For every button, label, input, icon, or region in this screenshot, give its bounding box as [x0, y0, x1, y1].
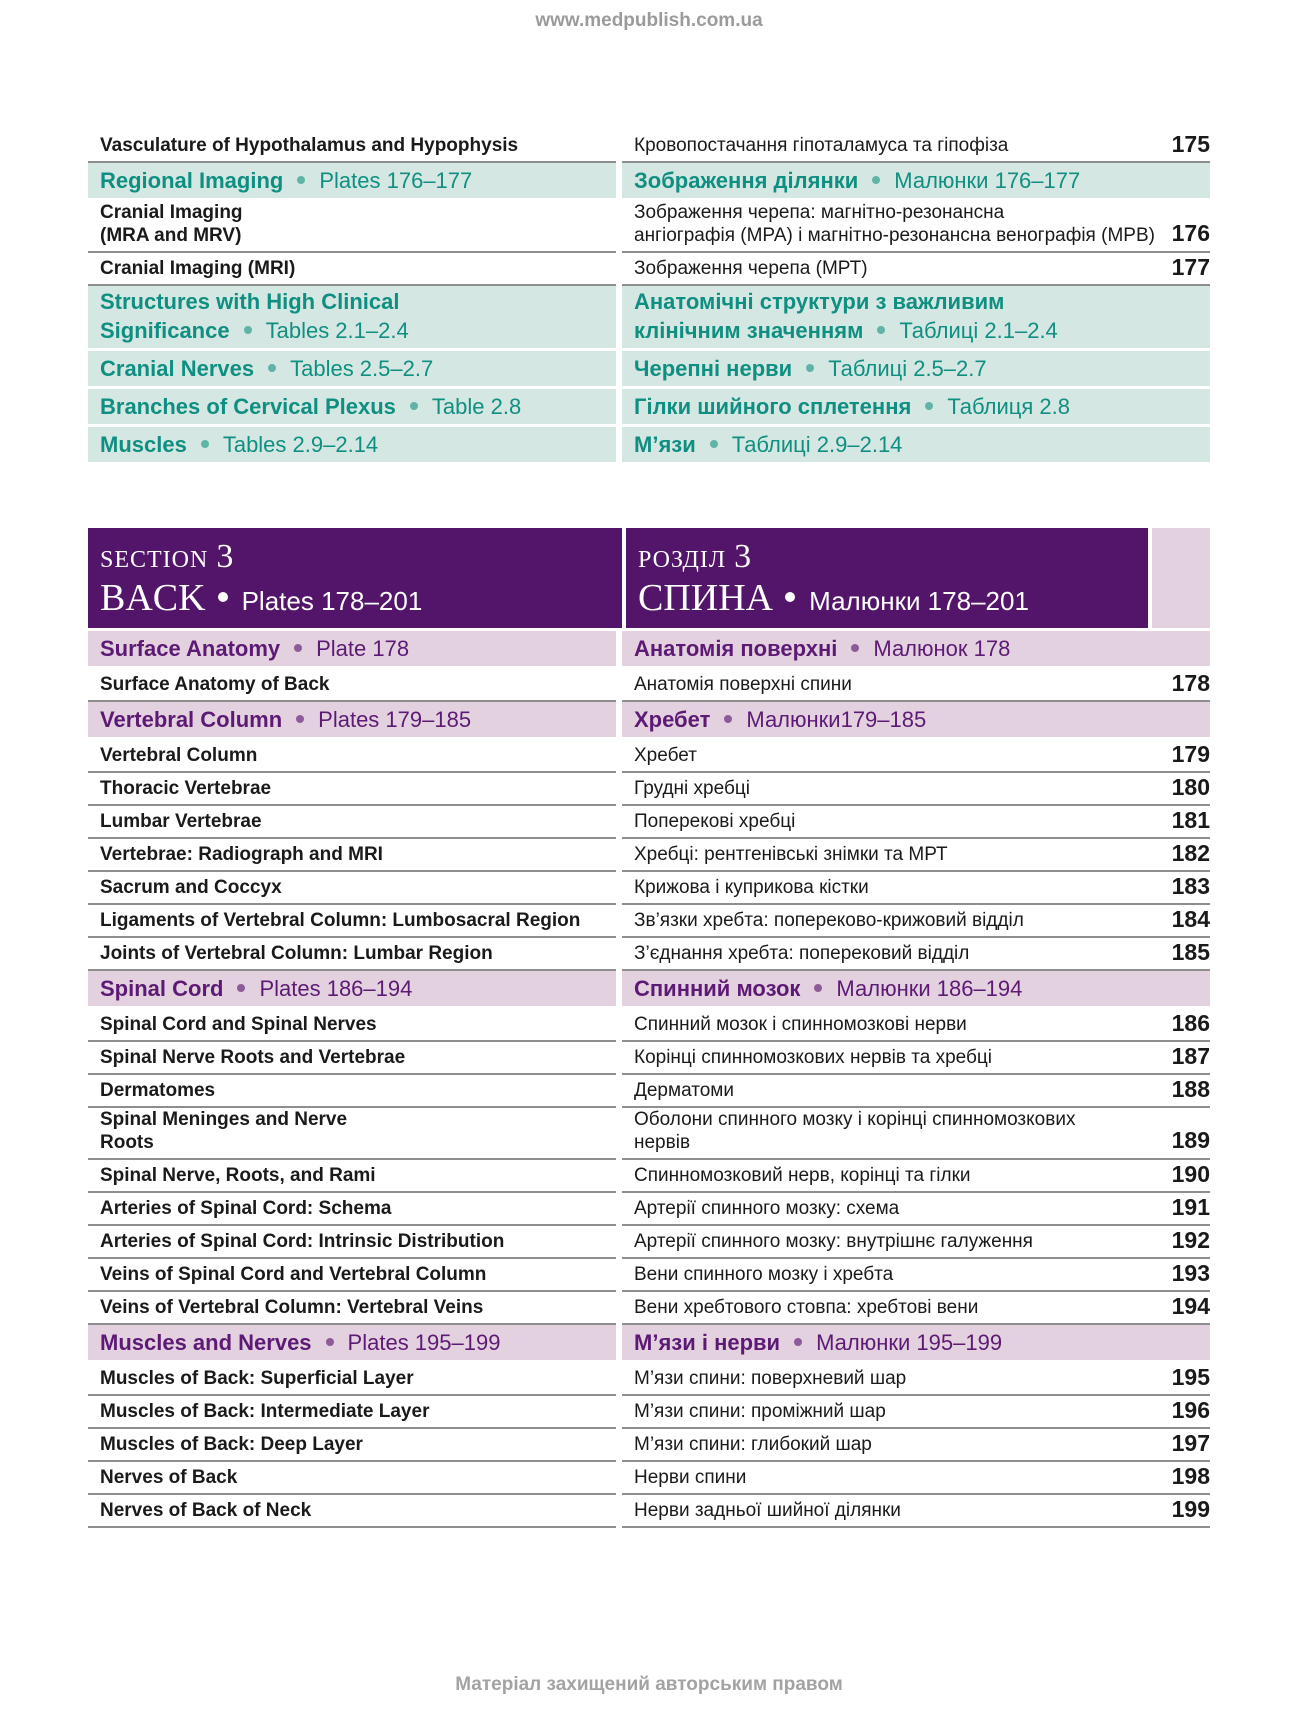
section-banner-ua — [626, 528, 1148, 628]
heading-title: Хребет — [634, 707, 711, 732]
entry-line-2: ангіографія (МРА) і магнітно-резонансна венографія (МРВ) — [634, 225, 1155, 246]
heading-page-spacer — [1156, 427, 1210, 462]
page-number-text: 187 — [1171, 1043, 1210, 1069]
heading-reference: Tables 2.5–2.7 — [290, 356, 434, 381]
heading-reference: Таблиці 2.5–2.7 — [828, 356, 987, 381]
page-number — [1156, 1193, 1210, 1226]
entry-text-ua: Грудні хребці — [634, 777, 750, 799]
entry-text-en: Dermatomes — [100, 1079, 216, 1101]
page-number-text: 181 — [1171, 807, 1210, 833]
section-banner-page-column — [1152, 528, 1210, 628]
toc-entry-en — [88, 1292, 616, 1325]
heading-page-spacer — [1156, 286, 1210, 348]
heading-en — [88, 351, 616, 386]
entry-text-en: Ligaments of Vertebral Column: Lumbosacral Region — [100, 909, 581, 931]
heading-text — [634, 287, 1058, 345]
bullet-dot-icon — [877, 326, 885, 334]
toc-entry-ua — [622, 773, 1156, 806]
heading-ua — [622, 163, 1156, 198]
entry-text-en: Spinal Nerve Roots and Vertebrae — [100, 1046, 406, 1068]
section-banner-en — [88, 528, 622, 628]
heading-title: Vertebral Column — [100, 707, 283, 732]
toc-entry-en — [88, 1160, 616, 1193]
heading-reference: Table 2.8 — [431, 394, 522, 419]
section-banner — [88, 528, 1210, 628]
toc-entry-ua — [622, 806, 1156, 839]
heading-text — [100, 634, 409, 663]
heading-reference: Plate 178 — [316, 636, 410, 661]
heading-text — [100, 705, 471, 734]
entry-text-en: Surface Anatomy of Back — [100, 673, 330, 695]
page-number-text: 190 — [1171, 1161, 1210, 1187]
heading-title: Structures with High Clinical — [100, 289, 400, 314]
heading-text — [634, 166, 1080, 195]
entry-text-en: Lumbar Vertebrae — [100, 810, 262, 832]
entry-text-en: Vertebral Column — [100, 744, 258, 766]
page-number-text: 186 — [1171, 1010, 1210, 1036]
heading-text — [100, 354, 433, 383]
heading-en — [88, 427, 616, 462]
bullet-dot-icon — [710, 440, 718, 448]
bullet-dot-icon — [851, 644, 859, 652]
entry-text-ua: М’язи спини: глибокий шар — [634, 1433, 872, 1455]
entry-text-en: Thoracic Vertebrae — [100, 777, 272, 799]
entry-text-ua — [634, 201, 1155, 247]
page-number-text: 176 — [1171, 220, 1210, 246]
heading-en — [88, 286, 616, 348]
toc-entry-ua — [622, 1075, 1156, 1108]
entry-text-ua: Крижова і куприкова кістки — [634, 876, 869, 898]
heading-page-spacer — [1156, 971, 1210, 1006]
toc-entry-en — [88, 1363, 616, 1396]
heading-ua — [622, 427, 1156, 462]
page-number-text: 177 — [1171, 254, 1210, 280]
toc-entry-ua — [622, 1108, 1156, 1160]
bullet-dot-icon — [410, 402, 418, 410]
heading-ua — [622, 971, 1156, 1006]
heading-title: Spinal Cord — [100, 976, 224, 1001]
entry-line-2: Roots — [100, 1132, 154, 1153]
heading-reference: Plates 176–177 — [319, 168, 473, 193]
copyright-footer: Матеріал захищений авторським правом — [455, 1674, 843, 1695]
page-number — [1156, 839, 1210, 872]
toc-entry-ua — [622, 253, 1156, 286]
page-number — [1156, 1363, 1210, 1396]
toc-entry-en — [88, 1259, 616, 1292]
toc-entry-en — [88, 669, 616, 702]
entry-line-1: Cranial Imaging — [100, 202, 243, 223]
toc-entry-en — [88, 839, 616, 872]
heading-title: Regional Imaging — [100, 168, 284, 193]
bullet-dot-icon — [724, 715, 732, 723]
bullet-dot-icon — [806, 364, 814, 372]
heading-title: Muscles — [100, 432, 187, 457]
toc-entry-ua — [622, 1462, 1156, 1495]
page-number — [1156, 905, 1210, 938]
page-number — [1156, 1292, 1210, 1325]
heading-reference: Малюнок 178 — [873, 636, 1011, 661]
page-number — [1156, 872, 1210, 905]
bullet-dot-icon — [237, 984, 245, 992]
heading-text — [100, 287, 409, 345]
heading-text — [634, 705, 926, 734]
entry-text-ua: Вени спинного мозку і хребта — [634, 1263, 894, 1285]
entry-text-ua: Кровопостачання гіпоталамуса та гіпофіза — [634, 134, 1009, 156]
page-number — [1156, 1042, 1210, 1075]
bullet-dot-icon — [814, 984, 822, 992]
toc-entry-en — [88, 938, 616, 971]
toc-entry-en — [88, 1226, 616, 1259]
heading-reference: Tables 2.1–2.4 — [265, 318, 409, 343]
entry-text-en: Vertebrae: Radiograph and MRI — [100, 843, 383, 865]
page-number — [1156, 1009, 1210, 1042]
bullet-dot-icon — [794, 1338, 802, 1346]
toc-entry-en — [88, 1429, 616, 1462]
toc-entry-ua — [622, 1042, 1156, 1075]
entry-text-en: Arteries of Spinal Cord: Intrinsic Distribution — [100, 1230, 505, 1252]
page-number-text: 193 — [1171, 1260, 1210, 1286]
toc-entry-en — [88, 1075, 616, 1108]
toc-entry-en — [88, 1193, 616, 1226]
heading-text — [634, 430, 902, 459]
heading-title: Branches of Cervical Plexus — [100, 394, 396, 419]
bullet-dot-icon — [872, 176, 880, 184]
toc-entry-ua — [622, 1363, 1156, 1396]
heading-reference: Малюнки179–185 — [746, 707, 927, 732]
heading-title: М’язи і нерви — [634, 1330, 781, 1355]
toc-table-part1 — [88, 130, 1210, 465]
entry-text-ua: М’язи спини: поверхневий шар — [634, 1367, 907, 1389]
heading-reference: Таблиці 2.1–2.4 — [899, 318, 1058, 343]
toc-entry-en — [88, 130, 616, 163]
heading-title: Muscles and Nerves — [100, 1330, 312, 1355]
entry-text-ua: Анатомія поверхні спини — [634, 673, 852, 695]
toc-entry-en — [88, 905, 616, 938]
entry-text-ua: Хребет — [634, 744, 697, 766]
heading-text — [634, 974, 1022, 1003]
bullet-dot-icon — [925, 402, 933, 410]
bullet-dot-icon — [201, 440, 209, 448]
page-number-text: 178 — [1171, 670, 1210, 696]
entry-text-ua: Зображення черепа (МРТ) — [634, 257, 868, 279]
entry-text-en: Spinal Nerve, Roots, and Rami — [100, 1164, 376, 1186]
page-number-text: 180 — [1171, 774, 1210, 800]
toc-entry-ua — [622, 740, 1156, 773]
toc-entry-ua — [622, 1160, 1156, 1193]
bullet-dot-icon — [268, 364, 276, 372]
bullet-dot-icon — [326, 1338, 334, 1346]
toc-entry-ua — [622, 130, 1156, 163]
heading-text — [634, 634, 1010, 663]
section-title-en: BACK Plates 178–201 — [100, 577, 423, 619]
heading-page-spacer — [1156, 1325, 1210, 1360]
entry-line-1: Оболони спинного мозку і корінці спинномозкових — [634, 1109, 1076, 1130]
page-number-text: 196 — [1171, 1397, 1210, 1423]
heading-text — [100, 166, 472, 195]
page-number — [1156, 1075, 1210, 1108]
toc-entry-ua — [622, 1292, 1156, 1325]
bullet-dot-icon — [244, 326, 252, 334]
page-number — [1156, 1462, 1210, 1495]
heading-title: Анатомічні структури з важливим — [634, 289, 1005, 314]
entry-text-en: Vasculature of Hypothalamus and Hypophysis — [100, 134, 519, 156]
entry-text-ua: Спинномозковий нерв, корінці та гілки — [634, 1164, 971, 1186]
heading-page-spacer — [1156, 389, 1210, 424]
toc-entry-en — [88, 773, 616, 806]
entry-text-ua: Спинний мозок і спинномозкові нерви — [634, 1013, 967, 1035]
toc-table-part2 — [88, 631, 1210, 1528]
heading-page-spacer — [1156, 702, 1210, 737]
heading-page-spacer — [1156, 163, 1210, 198]
bullet-dot-icon — [218, 592, 228, 602]
heading-en — [88, 702, 616, 737]
entry-text-en: Muscles of Back: Deep Layer — [100, 1433, 363, 1455]
heading-reference: Малюнки 176–177 — [894, 168, 1081, 193]
heading-title: Спинний мозок — [634, 976, 801, 1001]
entry-text-ua: Нерви спини — [634, 1466, 747, 1488]
heading-reference: Tables 2.9–2.14 — [222, 432, 379, 457]
entry-text-ua: З’єднання хребта: поперековий відділ — [634, 942, 970, 964]
page-number-text: 194 — [1171, 1293, 1210, 1319]
entry-text-ua: Хребці: рентгенівські знімки та МРТ — [634, 843, 948, 865]
heading-text — [634, 392, 1070, 421]
page-number-text: 188 — [1171, 1076, 1210, 1102]
page-number — [1156, 130, 1210, 163]
page-number — [1156, 806, 1210, 839]
toc-entry-en — [88, 201, 616, 253]
entry-text-en: Muscles of Back: Intermediate Layer — [100, 1400, 430, 1422]
toc-entry-ua — [622, 938, 1156, 971]
entry-text-ua: Дерматоми — [634, 1079, 734, 1101]
toc-entry-ua — [622, 1259, 1156, 1292]
heading-ua — [622, 389, 1156, 424]
header-url: www.medpublish.com.ua — [535, 10, 763, 31]
heading-reference: Таблиця 2.8 — [947, 394, 1070, 419]
entry-text-en — [100, 1108, 347, 1154]
heading-title: Черепні нерви — [634, 356, 793, 381]
page-number-text: 191 — [1171, 1194, 1210, 1220]
toc-entry-en — [88, 1042, 616, 1075]
page-number-text: 198 — [1171, 1463, 1210, 1489]
heading-title-line-2: клінічним значенням — [634, 318, 864, 343]
heading-page-spacer — [1156, 351, 1210, 386]
heading-title: Гілки шийного сплетення — [634, 394, 912, 419]
toc-entry-en — [88, 253, 616, 286]
heading-title: Surface Anatomy — [100, 636, 281, 661]
section-title-ua: СПИНА Малюнки 178–201 — [638, 577, 1029, 619]
heading-reference: Plates 179–185 — [318, 707, 472, 732]
toc-entry-en — [88, 1462, 616, 1495]
entry-text-ua: Артерії спинного мозку: схема — [634, 1197, 900, 1219]
entry-text-en: Veins of Vertebral Column: Vertebral Veins — [100, 1296, 484, 1318]
page-number — [1156, 1226, 1210, 1259]
toc-entry-ua — [622, 839, 1156, 872]
heading-reference: Таблиці 2.9–2.14 — [731, 432, 903, 457]
toc-entry-en — [88, 1108, 616, 1160]
heading-title: Cranial Nerves — [100, 356, 255, 381]
heading-reference: Plates 195–199 — [347, 1330, 501, 1355]
toc-entry-en — [88, 1009, 616, 1042]
page-number — [1156, 938, 1210, 971]
heading-reference: Малюнки 186–194 — [836, 976, 1023, 1001]
toc-entry-ua — [622, 872, 1156, 905]
bullet-dot-icon — [296, 715, 304, 723]
page-number-text: 189 — [1171, 1127, 1210, 1153]
entry-text-en: Arteries of Spinal Cord: Schema — [100, 1197, 392, 1219]
page-number — [1156, 1396, 1210, 1429]
page-number-text: 175 — [1171, 131, 1210, 157]
heading-text — [100, 430, 378, 459]
page-number-text: 183 — [1171, 873, 1210, 899]
page-number — [1156, 740, 1210, 773]
toc-entry-en — [88, 806, 616, 839]
toc-entry-en — [88, 1495, 616, 1528]
heading-en — [88, 163, 616, 198]
entry-text-ua: Вени хребтового стовпа: хребтові вени — [634, 1296, 979, 1318]
entry-text-ua: Зв’язки хребта: попереково-крижовий відділ — [634, 909, 1024, 931]
entry-line-2: (MRA and MRV) — [100, 225, 242, 246]
section-label-ua: РОЗДІЛ 3 — [638, 538, 753, 575]
heading-ua — [622, 286, 1156, 348]
entry-line-2: нервів — [634, 1132, 691, 1153]
page-number — [1156, 253, 1210, 286]
page-number — [1156, 773, 1210, 806]
heading-text — [634, 354, 987, 383]
toc-entry-ua — [622, 1429, 1156, 1462]
heading-ua — [622, 351, 1156, 386]
entry-text-en: Sacrum and Coccyx — [100, 876, 282, 898]
entry-text-en: Muscles of Back: Superficial Layer — [100, 1367, 414, 1389]
page-number-text: 184 — [1171, 906, 1210, 932]
page-number — [1156, 1495, 1210, 1528]
page-number-text: 192 — [1171, 1227, 1210, 1253]
heading-title: М’язи — [634, 432, 696, 457]
entry-text-ua — [634, 1108, 1075, 1154]
entry-text-en: Veins of Spinal Cord and Vertebral Column — [100, 1263, 487, 1285]
heading-page-spacer — [1156, 631, 1210, 666]
heading-text — [634, 1328, 1002, 1357]
toc-entry-en — [88, 872, 616, 905]
heading-en — [88, 631, 616, 666]
page-number-text: 179 — [1171, 741, 1210, 767]
entry-line-1: Зображення черепа: магнітно-резонансна — [634, 202, 1005, 223]
page-number-text: 199 — [1171, 1496, 1210, 1522]
heading-ua — [622, 1325, 1156, 1360]
bullet-dot-icon — [785, 592, 795, 602]
toc-entry-ua — [622, 1495, 1156, 1528]
heading-en — [88, 971, 616, 1006]
toc-entry-ua — [622, 1193, 1156, 1226]
toc-entry-ua — [622, 669, 1156, 702]
section-label-en: SECTION 3 — [100, 538, 235, 575]
heading-reference: Plates 186–194 — [259, 976, 413, 1001]
bullet-dot-icon — [294, 644, 302, 652]
toc-entry-ua — [622, 1226, 1156, 1259]
page-number-text: 185 — [1171, 939, 1210, 965]
page-number-text: 195 — [1171, 1364, 1210, 1390]
entry-text-ua: Корінці спинномозкових нервів та хребці — [634, 1046, 993, 1068]
heading-ua — [622, 631, 1156, 666]
bullet-dot-icon — [297, 176, 305, 184]
page-number — [1156, 1108, 1210, 1160]
entry-text-ua: М’язи спини: проміжний шар — [634, 1400, 886, 1422]
page-number-text: 197 — [1171, 1430, 1210, 1456]
heading-text — [100, 392, 521, 421]
entry-text-en: Nerves of Back of Neck — [100, 1499, 312, 1521]
heading-title: Анатомія поверхні — [634, 636, 838, 661]
entry-text-ua: Нерви задньої шийної ділянки — [634, 1499, 901, 1521]
toc-entry-ua — [622, 905, 1156, 938]
heading-text — [100, 974, 412, 1003]
entry-text-en — [100, 201, 243, 247]
entry-text-en: Nerves of Back — [100, 1466, 238, 1488]
page-number-text: 182 — [1171, 840, 1210, 866]
page-number — [1156, 669, 1210, 702]
heading-title: Зображення ділянки — [634, 168, 859, 193]
page-number — [1156, 1160, 1210, 1193]
heading-title-line-2: Significance — [100, 318, 230, 343]
heading-text — [100, 1328, 500, 1357]
heading-reference: Малюнки 195–199 — [816, 1330, 1003, 1355]
entry-text-ua: Поперекові хребці — [634, 810, 796, 832]
heading-en — [88, 1325, 616, 1360]
entry-line-1: Spinal Meninges and Nerve — [100, 1109, 348, 1130]
entry-text-en: Spinal Cord and Spinal Nerves — [100, 1013, 377, 1035]
toc-entry-en — [88, 1396, 616, 1429]
toc-entry-en — [88, 740, 616, 773]
toc-entry-ua — [622, 201, 1156, 253]
toc-entry-ua — [622, 1396, 1156, 1429]
entry-text-en: Cranial Imaging (MRI) — [100, 257, 296, 279]
entry-text-en: Joints of Vertebral Column: Lumbar Region — [100, 942, 493, 964]
page-number — [1156, 1429, 1210, 1462]
page-number — [1156, 1259, 1210, 1292]
page-number — [1156, 201, 1210, 253]
entry-text-ua: Артерії спинного мозку: внутрішнє галуження — [634, 1230, 1033, 1252]
toc-entry-ua — [622, 1009, 1156, 1042]
heading-en — [88, 389, 616, 424]
heading-ua — [622, 702, 1156, 737]
